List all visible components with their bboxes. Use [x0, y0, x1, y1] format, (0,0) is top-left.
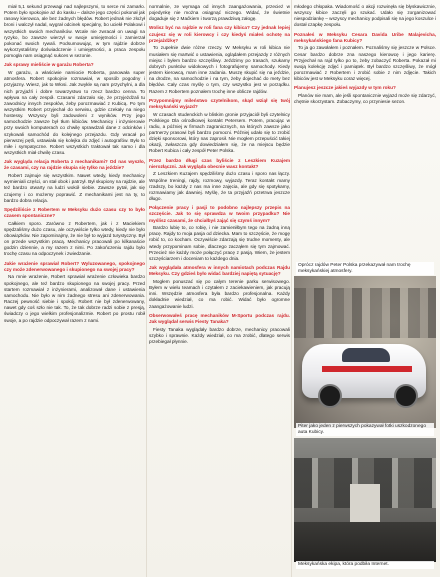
article-paragraph: W czasach studenckich w bliskim gronie przyjaciół byli czytelnicy Polskiego Dla ośrodkowej kontakt Petersem. Potem, pracując w radiu, a później w firmach zagranicznych, na których zawsze jako partnerzy prasowi byli bardzo pomocni. Później udało się to zrobić dzięki sponsorowi, który nas zaprosił. Nie mogłem przepuścić takiej okazji, zwłaszcza gdy dowiedziałem się, że na miejscu będzie Robert Kubica i cały zespół Peter Polska.	[149, 111, 290, 154]
interview-question: Przez bardzo długi czas byliście z Leszkiem Kuzajem nierozłączni. Jak wygląda obecnie wasz kontakt?	[149, 157, 290, 169]
photo-caption: Meksykańska ekipa, która podbiła Internet.	[296, 561, 434, 569]
team-photo	[294, 438, 436, 562]
interview-question: Obserwowałeś pracę mechaników M-Sportu podczas rajdu. Jak wyglądał serwis Fiesty Tanaka?	[149, 312, 290, 324]
photo-section	[294, 262, 436, 574]
article-paragraph: To ja go zawołałem i poznałem. Poznaliśmy się jeszcze w Polsce. Cesar bardzo dobrze zna naszego kierowcę i jego karierę. Przyjechał na rajd tylko po to, żeby zobaczyć Roberta. Pokazał mi swoją kolekcję zdjęć i pamiątek. Był bardzo szczęśliwy, że mógł porozmawiać z Robertem i zrobić sobie z nim zdjęcie. Takich kibiców jest w Meksyku coraz więcej.	[294, 45, 436, 82]
car-image	[302, 344, 426, 398]
article-paragraph: Z Leszkiem Kuzajem spędziliśmy dużo czasu i sporo nas łączy. Wspólne treningi, rajdy, rozmowy, wyjazdy. Teraz kontakt mamy rzadszy, bo każdy z nas ma inne zajęcia, ale gdy się spotykamy, rozmawiamy jak dawniej. Myślę, że ta przyjaźń przetrwa jeszcze długo.	[149, 171, 290, 202]
article-paragraph: Robert zajmuje się wszystkim. Nawet wtedy, kiedy mechanicy wymieniali części, on stał obok i patrzył. Był skupiony na rajdzie, ale też bardzo otwarty na ludzi wokół siebie. Zawsze pytał, jak się czujemy i co możemy poprawić. Z mechanikami jest na ty, to bardzo dobra relacja.	[4, 173, 145, 203]
column-divider	[146, 0, 147, 577]
interview-question: Przypomnijmy mileństwo czytelnikom, skąd wziął się twój meksykański wyjazd?	[149, 97, 290, 109]
article-paragraph: W garażu, a właściwie namiocie Roberta, panowała super atmosfera. Robert spokojnie rozmawiał, w sposób pogodny i przyjazny. Wiesz, jak to Włosi. Jak zwykle są nam przychylni, a dla nich przyjaźń i dobre towarzystwo to rzecz bardzo cenna. To wpływa na cały zespół. Czasami zdarzało się, że przyjeżdżali tu zawodnicy innych zespołów, żeby porozmawiać z Kubicą. Po tym wszystkim Robert przyjechał do serwisu, gdzie czekały na niego hostessy. Wszyscy byli zadowoleni z wyników. Przy jego samochodzie zawsze był tłum kibiców. Mechanicy i inżynierowie przy swoich komputerach co chwilę sprawdzali dane z odcinków i szykowali samochód do kolejnego przejazdu. Gdy wracał po pierwszej pętli, ustawiała się kolejka do zdjęć i autografów. Było to miłe i sympatyczne. Robert wszystkich traktował tak samo i dla wszystkich miał chwilę czasu.	[4, 70, 145, 156]
interview-question: Poznałeś w Meksyku Cesara Davida Uribe Malajevicha, meksykańskiego fana Kubicy?	[294, 31, 436, 43]
photo-caption: Oprócz rajdów Peter Polska przekazywał nam trochę meksykańskiej atmosfery.	[296, 262, 434, 275]
column-middle	[149, 4, 290, 574]
interview-question: Spędziliście z Robertem w Meksyku dużo czasu czy to było czasem spontaniczne?	[4, 206, 145, 218]
interview-question: Wolisz być na rajdzie w roli fana czy kibica? Czy jednak lepiej czujesz się w roli kierowcy i czy kiedyś miałeś ochotę na przejażdżkę?	[149, 25, 290, 43]
article-paragraph: Mogłem ponuszać się po całym terenie parku serwisowego. Byłem w wielu teamach i czytałem z zaciekawieniem, jak pracują inni. Wszędzie atmosfera była bardzo profesjonalna. Każdy dokładnie wiedział, co ma robić. Widać było ogromne zaangażowanie ludzi.	[149, 278, 290, 309]
column-left	[4, 4, 145, 574]
rally-car-photo	[294, 276, 436, 428]
photo-caption: Piter jako jeden z pierwszych pokazywał fotki uszkodzonego auta Kubicy.	[296, 423, 434, 436]
interview-question: Jak sprawy mieliście w garażu Roberta?	[4, 62, 94, 68]
interview-question: Połączenie pracy i pasji to podobno najlepszy przepis na szczęście. Jak to się sprawdza w twoim przypadku? Nie myślisz czasami, że chciałbyś zająć się czymś innym?	[149, 205, 290, 223]
crowd-image	[294, 288, 436, 338]
article-paragraph: miał 5,1 sekund przewagi nad najlepszymi, to serce mi zamarło. Potem było spokojnie aż do kasku – dalsze jego części pokonał jak rasowy kierowca, ale bez żadnych błędów. Robert jednak nie złożył broni i walczył nadal, wygrał odcinek specjalny, bo uciekł Polakowi i wszystkich swoich mechaników. Wcale nie zwracał on uwagi na ryzyko, bo zawsze wierzył w swoje umiejętności i zamierzał pokonać swoich rywali. Podsumowując, w tym rajdzie dobrze wykorzystaliśmy doświadczenie i umiejętności, a praca zespołu pomogła nam osiągnąć sukces w sezonie.	[4, 4, 145, 59]
article-paragraph: To zupełnie dwie różne rzeczy. W Meksyku w roli kibica nie musiałem się martwić o ustawienia, oglądałem przejazdy z różnych miejsc i byłem bardzo szczęśliwy. Jeździmy po trasach, szukamy dobrych punktów widokowych i fotografujemy samochody. Kiedy jestem kierowcą, mam inne zadania. Muszę skupić się na jeździe, na drodze, na samochodzie i na tym, żeby dojechać do mety bez błędów. Cały czas myślę o tym, czy wszystko jest w porządku. Razem z Robertem poznałem trochę inne oblicze rajdów.	[149, 45, 290, 94]
interview-question: Jakie wrażenie sprawiał Robert? Wyluzowanego, spokojnego czy może zdenerwowanego i skupionego na swojej pracy?	[4, 260, 145, 272]
column-right	[294, 4, 436, 262]
article-paragraph: Planów nie mam, ale jeśli spontanicznie wyjazd może się zdarzyć, chętnie skorzystam. Zobaczymy, co przyniesie sezon.	[294, 93, 436, 105]
article-paragraph: Na mnie wrażenie, Robert sprawiał wrażenie człowieka bardzo spokojnego, ale też bardzo skupionego na swojej pracy. Przed startem rozmawiał z inżynierami, analizował dane i ustawienia samochodu. Nie było w nim żadnego stresu ani zdenerwowania. Raczej pewność siebie i spokój. Robert nie był zdenerwowany, nawet gdy coś szło nie tak. To, że tak dobrze radzi sobie z presją, świadczy o jego wielkim profesjonalizmie. Robert po prostu robił swoje, a po rajdzie odpoczywał razem z nami.	[4, 274, 145, 323]
article-paragraph: Całkiem sporo. Zarówno z Robertem, jak i z Maciekiem spędzaliśmy dużo czasu, ale oczywiście tylko wtedy, kiedy nie było obowiązków. Nie zapominajmy, że nie był to wyjazd turystyczny. Był on przede wszystkim pracą. Mechanicy pracowali po kilkanaście godzin dziennie, a my razem z nimi. Po zakończeniu rajdu było trochę czasu na odpoczynek i zwiedzanie.	[4, 220, 145, 257]
article-paragraph: młodego chłopaka. Wiadomość o akcji rozwinęła się błyskawicznie, wszyscy kibice zaczęli go szukać. Udało się zorganizować niespodziankę – wszyscy mechanicy podpisali się na jego koszulce i dostał czapkę zespołu.	[294, 4, 436, 28]
article-paragraph: Bardzo lubię to, co robię, i nie zamieniłbym tego na żadną inną pracę. Rajdy to moja pasja od dziecka. Mam to szczęście, że mogę robić to, co kocham. Oczywiście zdarzają się trudne momenty, ale wtedy przypominam sobie, dlaczego zacząłem się tym zajmować. Przecież nie każdy może połączyć pracę z pasją. Wiem, że jestem szczęściarzem i doceniam to każdego dnia.	[149, 225, 290, 261]
interview-question: Jak wygląda relacja Roberta z mechanikami? Od nas wyszło, że czasami, czy na rajdzie skupia się tylko na jeździe?	[4, 159, 145, 171]
column-divider	[291, 0, 292, 577]
interview-question: Planujesz jeszcze jakieś wyjazdy w tym roku?	[294, 85, 396, 91]
article-paragraph: normalnie, ze wymaga od innych zaangażowania, przecież w pojedynkę nie można osiągnąć niczego. Widać, że świetnie dogaduje się z Maćkiem i tworzą prawdziwą załogę.	[149, 4, 290, 22]
article-paragraph: Fiesty Tanaka wyglądały bardzo dobrze, mechanicy pracowali szybko i sprawnie. Każdy wiedział, co ma zrobić, dlatego serwis przebiegał płynnie.	[149, 326, 290, 344]
interview-question: Jak wyglądała atmosfera w innych namiotach podczas Rajdu Meksyku. Czy gdzieś było widać bardziej napiętą sytuację?	[149, 265, 290, 277]
